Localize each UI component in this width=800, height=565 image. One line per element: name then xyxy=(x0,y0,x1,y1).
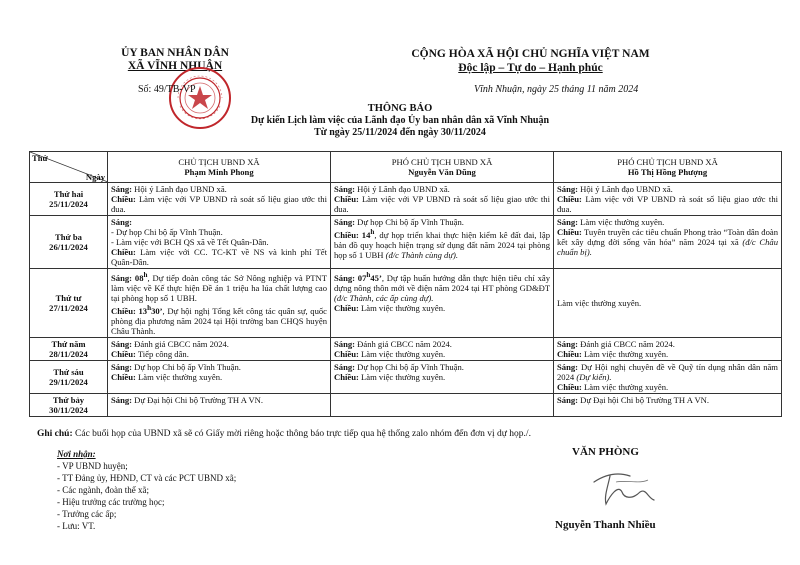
nation-name: CỘNG HÒA XÃ HỘI CHỦ NGHĨA VIỆT NAM xyxy=(411,48,650,60)
footnote-text: Các buổi họp của UBND xã sẽ có Giấy mời riêng hoặc thông báo trực tiếp qua hệ thống zalo nhóm đến đơn vị dự họp./. xyxy=(75,429,531,439)
day-cell: Thứ bảy 30/11/2024 xyxy=(30,393,108,416)
column-header-1: CHỦ TỊCH UBND XÃ Phạm Minh Phong xyxy=(108,152,331,183)
national-motto: Độc lập – Tự do – Hạnh phúc xyxy=(458,62,603,74)
schedule-cell: Làm việc thường xuyên. xyxy=(554,269,782,338)
agency-line2: XÃ VĨNH NHUẬN xyxy=(127,60,223,72)
table-row xyxy=(30,269,782,338)
table-row xyxy=(30,216,782,269)
schedule-cell: Sáng: Dự Đại hội Chi bộ Trường TH A VN. xyxy=(108,393,331,416)
table-header-row xyxy=(30,152,782,183)
agency-line1: ỦY BAN NHÂN DÂN xyxy=(121,47,229,59)
table-row xyxy=(30,337,782,360)
list-item: - Các ngành, đoàn thể xã; xyxy=(57,485,149,495)
table-row xyxy=(30,183,782,216)
schedule-table xyxy=(29,151,782,417)
national-header xyxy=(388,47,673,75)
date-place: Vĩnh Nhuận, ngày 25 tháng 11 năm 2024 xyxy=(474,84,639,95)
schedule-cell: Sáng: Đánh giá CBCC năm 2024. Chiều: Làm việc thường xuyên. xyxy=(331,337,554,360)
corner-top-label: Thứ xyxy=(32,153,48,163)
table-row xyxy=(30,393,782,416)
handwritten-signature-icon xyxy=(588,462,660,512)
list-item: - Hiệu trưởng các trường học; xyxy=(57,497,165,507)
recipients-heading: Nơi nhận: xyxy=(57,449,96,459)
document-number: Số: 49/TB-VP xyxy=(138,84,196,95)
list-item: - Trưởng các ấp; xyxy=(57,509,117,519)
schedule-cell: Sáng: Dự Đại hội Chi bộ Trường TH A VN. xyxy=(554,393,782,416)
schedule-cell: Sáng: Đánh giá CBCC năm 2024. Chiều: Làm việc thường xuyên. xyxy=(554,337,782,360)
signing-office: VĂN PHÒNG xyxy=(572,446,639,458)
schedule-cell: Sáng: Dự Hội nghị chuyên đề về Quỹ tín dụng nhân dân năm 2024 (Dự kiến). Chiều: Làm việc thường xuyên. xyxy=(554,360,782,393)
list-item: - TT Đảng ủy, HĐND, CT và các PCT UBND xã; xyxy=(57,473,237,483)
footnote-label: Ghi chú: xyxy=(37,429,73,439)
schedule-cell: Sáng: Hội ý Lãnh đạo UBND xã. Chiều: Làm việc với VP UBND rà soát số liệu giao ước thi đua. xyxy=(331,183,554,216)
schedule-cell: Sáng: 08$^h$, Dự tiếp đoàn công tác Sở Nông nghiệp và PTNT làm việc về Kế thực hiện Đề án 1 triệu ha lúa chất lượng cao tại phòng họp số 1 UBH. Chiều: 13$^h$30’, Dự hội nghị Tổng kết công tác quân sự, quốc phòng địa phương năm 2024 tại Hội trường ban CHQS huyện Châu Thành. xyxy=(108,269,331,338)
table-row xyxy=(30,360,782,393)
footnote xyxy=(37,429,531,439)
recipients-list xyxy=(57,448,236,532)
schedule-cell: Sáng: - Dự họp Chi bộ ấp Vĩnh Thuận. - Làm việc với BCH QS xã về Tết Quân-Dân. Chiều: Làm việc với CC. TC-KT về NS và kinh phí Tết Quân-Dân. xyxy=(108,216,331,269)
title-line3: Từ ngày 25/11/2024 đến ngày 30/11/2024 xyxy=(314,127,486,138)
schedule-cell: Sáng: Dự họp Chi bộ ấp Vĩnh Thuận. Chiều: Làm việc thường xuyên. xyxy=(331,360,554,393)
day-cell: Thứ ba 26/11/2024 xyxy=(30,216,108,269)
day-cell: Thứ năm 28/11/2024 xyxy=(30,337,108,360)
column-header-3: PHÓ CHỦ TỊCH UBND XÃ Hồ Thị Hồng Phượng xyxy=(554,152,782,183)
corner-cell xyxy=(30,152,108,183)
signer-name: Nguyễn Thanh Nhiều xyxy=(555,519,656,531)
title-line1: THÔNG BÁO xyxy=(367,103,433,114)
schedule-cell xyxy=(331,393,554,416)
schedule-cell: Sáng: Đánh giá CBCC năm 2024. Chiều: Tiếp công dân. xyxy=(108,337,331,360)
corner-bottom-label: Ngày xyxy=(85,172,105,182)
schedule-cell: Sáng: Làm việc thường xuyên. Chiều: Tuyên truyền các tiêu chuẩn Phong trào “Toàn dân đoàn kết xây dựng đời sống văn hóa” năm 2024 tại xã (đ/c Châu chuẩn bị). xyxy=(554,216,782,269)
day-cell: Thứ tư 27/11/2024 xyxy=(30,269,108,338)
schedule-cell: Sáng: Hội ý Lãnh đạo UBND xã. Chiều: Làm việc với VP UBND rà soát số liệu giao ước thi đua. xyxy=(554,183,782,216)
title-line2: Dự kiến Lịch làm việc của Lãnh đạo Ủy ban nhân dân xã Vĩnh Nhuận xyxy=(250,115,550,126)
day-cell: Thứ hai 25/11/2024 xyxy=(30,183,108,216)
column-header-2: PHÓ CHỦ TỊCH UBND XÃ Nguyễn Văn Dũng xyxy=(331,152,554,183)
schedule-cell: Sáng: Hội ý Lãnh đạo UBND xã. Chiều: Làm việc với VP UBND rà soát số liệu giao ước thi đua. xyxy=(108,183,331,216)
list-item: - VP UBND huyện; xyxy=(57,461,128,471)
schedule-cell: Sáng: Dự họp Chi bộ ấp Vĩnh Thuận. Chiều: Làm việc thường xuyên. xyxy=(108,360,331,393)
day-cell: Thứ sáu 29/11/2024 xyxy=(30,360,108,393)
schedule-cell: Sáng: 07$^h$45’, Dự tập huấn hướng dẫn thực hiện tiêu chí xây dựng nông thôn mới về điện năm 2024 tại HT phòng GD&ĐT (đ/c Thành, các ấp cùng dự). Chiều: Làm việc thường xuyên. xyxy=(331,269,554,338)
schedule-cell: Sáng: Dự họp Chi bộ ấp Vĩnh Thuận. Chiều: 14$^h$, dự họp triển khai thực hiện kiểm kê đất đai, lập bản đồ quy hoạch hiện trạng sử dụng đất năm 2024 tại phòng họp số 1 UBH (đ/c Thành cùng dự). xyxy=(331,216,554,269)
notice-title xyxy=(0,103,800,139)
list-item: - Lưu: VT. xyxy=(57,521,96,531)
